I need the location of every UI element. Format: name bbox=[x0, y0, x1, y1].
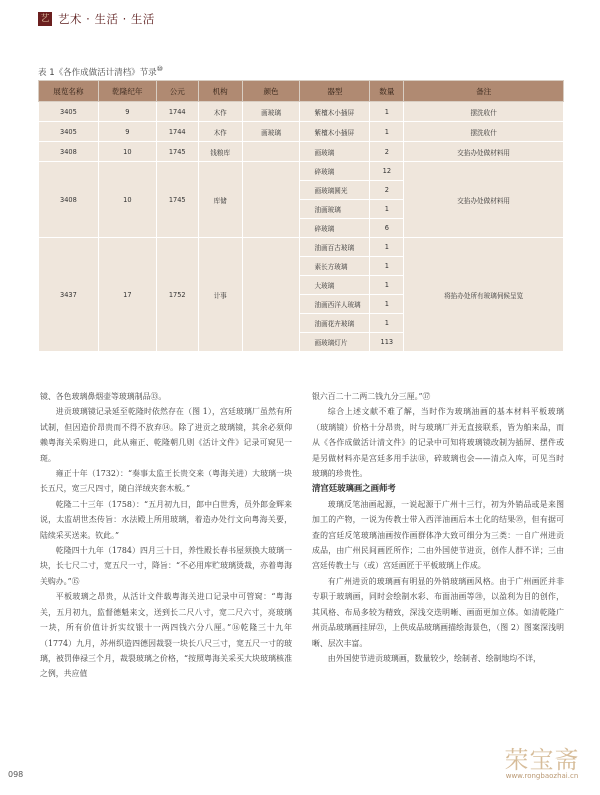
cell-qty: 2 bbox=[370, 181, 404, 200]
paragraph: 由外国使节进贡玻璃画，数量较少，绘制者、绘制地均不详， bbox=[327, 653, 541, 663]
cell-type: 素长方玻璃 bbox=[300, 257, 370, 276]
table-header-row bbox=[39, 81, 564, 102]
cell-qty: 1 bbox=[370, 295, 404, 314]
table-body bbox=[39, 102, 564, 352]
cell-year: 10 bbox=[98, 142, 156, 162]
cell-qty: 1 bbox=[370, 238, 404, 257]
watermark-url: www.rongbaozhai.cn bbox=[505, 772, 579, 780]
column-header: 颜色 bbox=[242, 81, 300, 102]
page-number: 098 bbox=[8, 770, 24, 779]
column-header: 公元 bbox=[156, 81, 198, 102]
cell-exhibit: 3408 bbox=[39, 142, 99, 162]
paragraph: 平板玻璃之昂贵，从活计文件载粤海关进口记录中可管窥：“粤海关，五月初九，监督德魁来文，送到长二尺八寸，宽二尺六寸，亮玻璃一块，所有价值计折实纹银十一两四钱六分八厘。”⑯乾隆三十九年（1774）九月，苏州织造四德因裁裂一块长八尺三寸，宽五尺一寸的玻璃，被罚俸禄三个月，裁裂玻璃之价格，“按照粤海关采买大块玻璃核准之例，共应值 bbox=[40, 592, 292, 679]
cell-color bbox=[242, 238, 300, 352]
caption-text: 表 1《各作成做活计清档》节录 bbox=[38, 67, 157, 78]
cell-org: 计事 bbox=[198, 238, 242, 352]
cell-type: 油画玻璃 bbox=[300, 200, 370, 219]
cell-qty: 1 bbox=[370, 314, 404, 333]
table-row bbox=[39, 142, 564, 162]
table-row bbox=[39, 102, 564, 122]
cell-org: 木作 bbox=[198, 102, 242, 122]
paragraph: 银六百二十二两二钱九分三厘。”⑰ bbox=[312, 392, 431, 401]
cell-qty: 113 bbox=[370, 333, 404, 352]
column-header: 数量 bbox=[370, 81, 404, 102]
cell-note: 摆洗收什 bbox=[404, 102, 564, 122]
watermark-logo-text: 荣宝斋 bbox=[504, 746, 580, 774]
column-header: 机构 bbox=[198, 81, 242, 102]
paragraph: 镜、各色玻璃鼻烟壶等玻璃制品⑬。 bbox=[40, 392, 167, 401]
section-title: 艺术 · 生活 · 生活 bbox=[58, 12, 155, 26]
magazine-logo bbox=[38, 12, 52, 26]
cell-year: 9 bbox=[98, 122, 156, 142]
paragraph: 雍正十年（1732）：“奏事太监王长贵交来（粤海关进）大玻璃一块长五尺，宽三尺四寸，随白洋绒夹套木板。” bbox=[40, 469, 292, 494]
cell-type: 紫檀木小插屏 bbox=[300, 102, 370, 122]
cell-qty: 1 bbox=[370, 122, 404, 142]
paragraph: 综合上述文献不难了解，当时作为玻璃油画的基本材料平板玻璃（玻璃镜）价格十分昂贵，时与玻璃厂并无直接联系，皆为舶来品，而从《各作成做活计清文件》的记录中可知将玻璃镜改制为插屏、摆件或是另做材料亦是宫廷多用手法⑱，碎玻璃也会——清点入库，可见当时玻璃的珍贵性。 bbox=[312, 407, 564, 479]
cell-color bbox=[242, 142, 300, 162]
cell-qty: 6 bbox=[370, 219, 404, 238]
column-header: 展览名称 bbox=[39, 81, 99, 102]
cell-exhibit: 3437 bbox=[39, 238, 99, 352]
table-row bbox=[39, 162, 564, 181]
cell-year: 17 bbox=[98, 238, 156, 352]
cell-year: 10 bbox=[98, 162, 156, 238]
paragraph: 有广州进贡的玻璃画有明显的外销玻璃画风格。由于广州画匠并非专职于玻璃画，同时会绘制水彩、布面油画等⑳，以盈利为目的创作，其风格、布局多较为精致，深浅交迭明晰、画面更加立体。如清乾隆广州贡品玻璃画挂屏㉑，上供成品玻璃画描绘海景色，（图 2）图案深浅明晰、层次丰富。 bbox=[312, 576, 564, 648]
cell-type: 大玻璃 bbox=[300, 276, 370, 295]
cell-exhibit: 3408 bbox=[39, 162, 99, 238]
column-header: 备注 bbox=[404, 81, 564, 102]
cell-qty: 1 bbox=[370, 276, 404, 295]
column-header: 乾隆纪年 bbox=[98, 81, 156, 102]
cell-note: 交掐办处做材料用 bbox=[404, 162, 564, 238]
table-row bbox=[39, 238, 564, 257]
cell-ad: 1752 bbox=[156, 238, 198, 352]
cell-color: 画玻璃 bbox=[242, 102, 300, 122]
subheading: 清宫廷玻璃画之画师考 bbox=[312, 483, 396, 494]
cell-year: 9 bbox=[98, 102, 156, 122]
cell-ad: 1744 bbox=[156, 122, 198, 142]
cell-type: 画玻璃圆光 bbox=[300, 181, 370, 200]
cell-org: 钱粮库 bbox=[198, 142, 242, 162]
cell-type: 油画百古玻璃 bbox=[300, 238, 370, 257]
table-row bbox=[39, 122, 564, 142]
cell-ad: 1745 bbox=[156, 142, 198, 162]
cell-type: 碎玻璃 bbox=[300, 219, 370, 238]
paragraph: 乾隆四十九年（1784）四月三十日，养性殿长春书屋须换大玻璃一块，长七尺二寸，宽五尺一寸，降旨：“不必用库贮玻璃烫裁，亦着粤海关购办。”⑮ bbox=[40, 546, 292, 586]
site-watermark bbox=[490, 746, 594, 780]
cell-exhibit: 3405 bbox=[39, 102, 99, 122]
cell-note: 将掐办处所有玻璃伺候呈览 bbox=[404, 238, 564, 352]
cell-note: 摆洗收什 bbox=[404, 122, 564, 142]
cell-color bbox=[242, 162, 300, 238]
cell-type: 油画花卉玻璃 bbox=[300, 314, 370, 333]
cell-qty: 12 bbox=[370, 162, 404, 181]
table-caption bbox=[38, 64, 163, 78]
cell-type: 碎玻璃 bbox=[300, 162, 370, 181]
cell-qty: 1 bbox=[370, 102, 404, 122]
cell-ad: 1744 bbox=[156, 102, 198, 122]
left-text-column bbox=[40, 389, 292, 682]
cell-exhibit: 3405 bbox=[39, 122, 99, 142]
cell-note: 交掐办处做材料用 bbox=[404, 142, 564, 162]
right-text-column bbox=[312, 389, 564, 666]
column-header: 器型 bbox=[300, 81, 370, 102]
cell-qty: 1 bbox=[370, 200, 404, 219]
cell-qty: 2 bbox=[370, 142, 404, 162]
paragraph: 乾隆二十三年（1758）：“五月初九日，郎中白世秀，员外郎金辉来说，太监胡世杰传旨：水法殿上所用玻璃，着造办处行文向粤海关要，陆续采买送来。钦此。” bbox=[40, 499, 292, 540]
cell-org: 木作 bbox=[198, 122, 242, 142]
cell-type: 紫檀木小插屏 bbox=[300, 122, 370, 142]
cell-ad: 1745 bbox=[156, 162, 198, 238]
paragraph: 玻璃反笔油画起源，一说起源于广州十三行，初为外销品或是来图加工的产物，一说为传教士带入西洋油画后本土化的结果⑲，但有据可查的宫廷反笔玻璃油画按作画群体净大致可细分为三类：一自广州进贡成品，由广州民间画匠所作；二由外国使节进贡，创作人群不详；三由宫廷传教士与（或）宫廷画匠于平板玻璃上作成。 bbox=[312, 499, 564, 571]
cell-org: 库储 bbox=[198, 162, 242, 238]
cell-qty: 1 bbox=[370, 257, 404, 276]
cell-type: 画玻璃 bbox=[300, 142, 370, 162]
caption-footnote-marker: ⑩ bbox=[156, 64, 163, 73]
paragraph: 进贡玻璃镜记录延至乾隆时依然存在（图 1），宫廷玻璃厂虽然有所试制，但因造价昂贵而不得不放弃⑭。除了进贡之玻璃镜，其余必须仰赖粤海关采购进口，此从雍正、乾隆朝几则《活计文件》记录可窥见一斑。 bbox=[40, 407, 292, 463]
cell-type: 油画西洋人玻璃 bbox=[300, 295, 370, 314]
cell-color: 画玻璃 bbox=[242, 122, 300, 142]
cell-type: 画玻璃灯片 bbox=[300, 333, 370, 352]
page-header bbox=[38, 8, 155, 30]
logo-char: 艺 bbox=[40, 13, 50, 24]
records-table bbox=[38, 80, 564, 352]
